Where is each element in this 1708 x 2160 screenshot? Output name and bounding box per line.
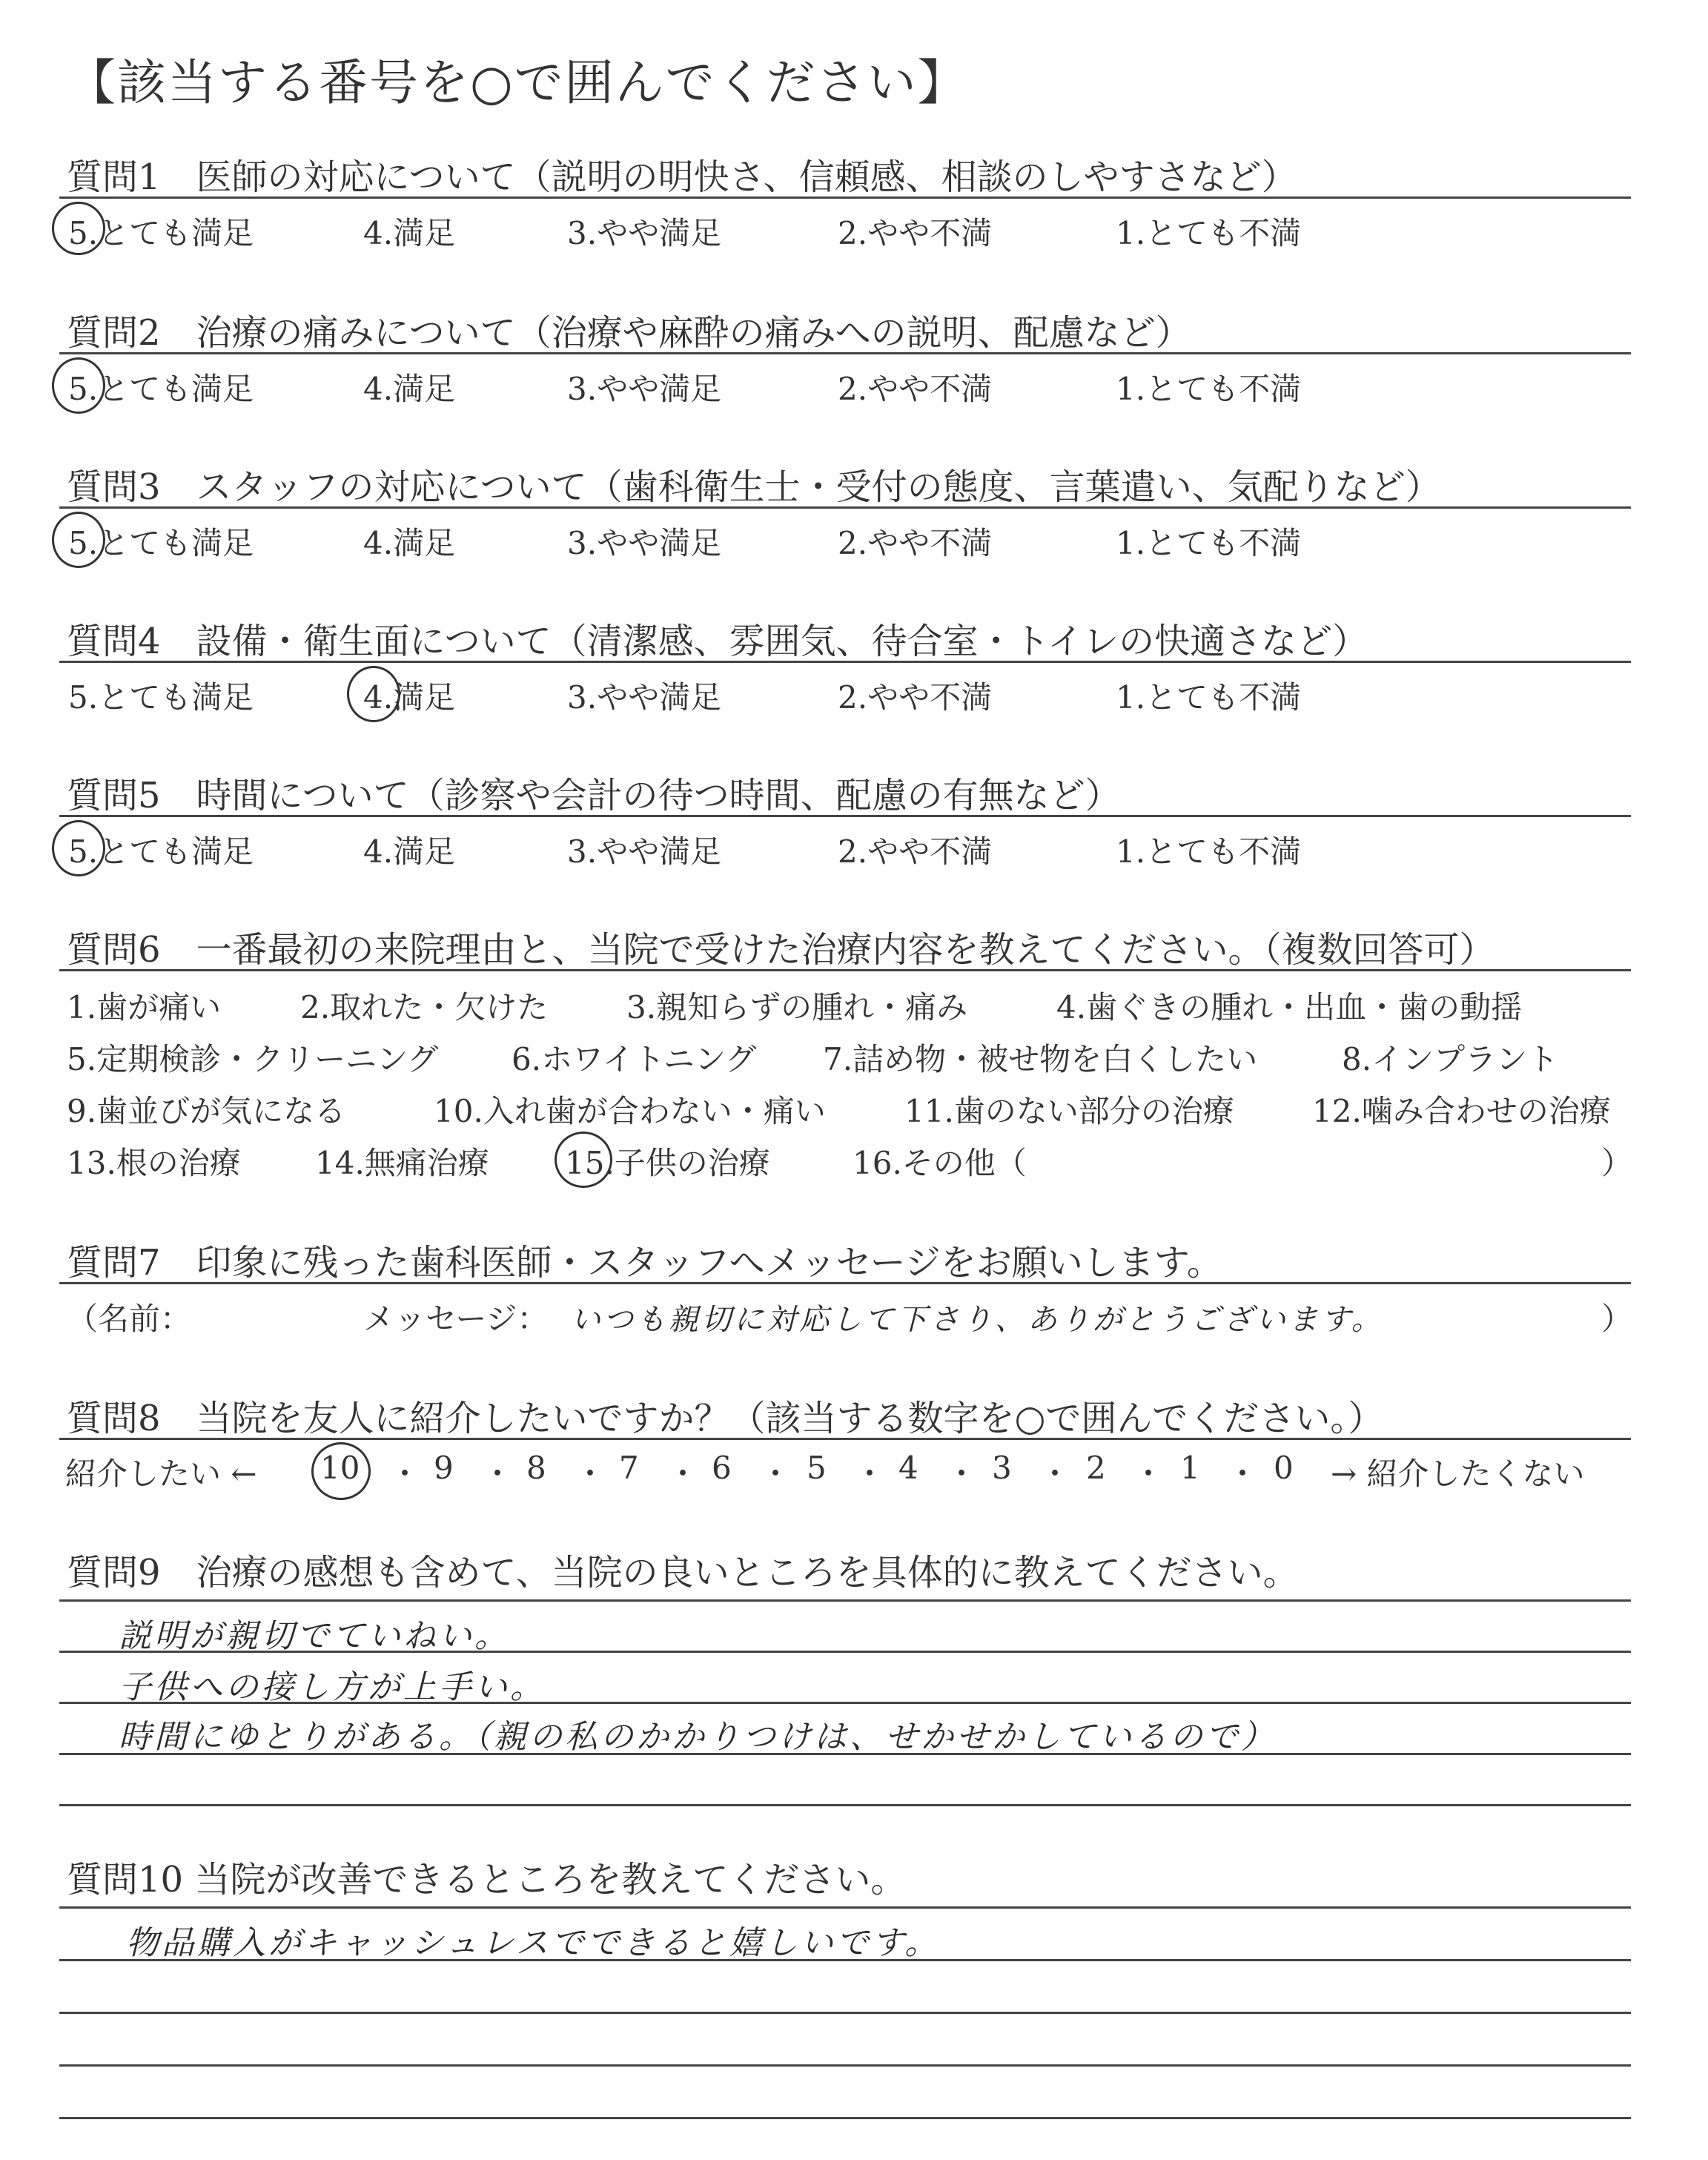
q8-scale-7[interactable]: 7 [619, 1450, 639, 1486]
q9-answer-3: 時間にゆとりがある。（親の私のかかりつけは、せかせかしているので） [119, 1718, 1277, 1756]
q3-option-2[interactable]: 2.やや不満 [838, 525, 993, 561]
q6-option-1[interactable]: 1.歯が痛い [67, 989, 222, 1025]
q6-option-6[interactable]: 6.ホワイトニング [512, 1041, 757, 1077]
q9-answer-1: 説明が親切でていねい。 [119, 1617, 510, 1655]
q3-option-1[interactable]: 1.とても不満 [1116, 525, 1302, 561]
q5-selection-circle [52, 820, 105, 876]
q10-answer-line [59, 2012, 1631, 2014]
q6-option-2[interactable]: 2.取れた・欠けた [300, 989, 549, 1025]
question-2-underline [59, 352, 1631, 354]
q8-scale-9[interactable]: 9 [434, 1450, 454, 1486]
q8-right-label: → 紹介したくない [1331, 1456, 1585, 1492]
q8-scale-dot: ・ [946, 1456, 978, 1492]
q4-option-1[interactable]: 1.とても不満 [1116, 679, 1302, 716]
q8-left-label: 紹介したい ← [65, 1456, 257, 1492]
q6-option-5[interactable]: 5.定期検診・クリーニング [67, 1041, 439, 1077]
q7-message-label: メッセージ： [363, 1301, 549, 1337]
q6-option-14[interactable]: 14.無痛治療 [315, 1145, 489, 1181]
q2-option-5[interactable]: 5.とても満足 [68, 371, 254, 407]
q5-option-5[interactable]: 5.とても満足 [68, 833, 254, 870]
question-1-title: 質問1 医師の対応について（説明の明快さ、信頼感、相談のしやすさなど） [67, 156, 1297, 198]
question-6-title: 質問6 一番最初の来院理由と、当院で受けた治療内容を教えてください。（複数回答可） [67, 929, 1495, 971]
q8-scale-6[interactable]: 6 [712, 1450, 732, 1486]
q6-option-15[interactable]: 15.子供の治療 [565, 1145, 770, 1181]
q10-answer-line [59, 1906, 1631, 1909]
q8-scale-2[interactable]: 2 [1086, 1450, 1106, 1486]
q7-name-label: （名前： [67, 1301, 192, 1337]
q8-scale-dot: ・ [854, 1456, 886, 1492]
q6-option-13[interactable]: 13.根の治療 [67, 1145, 241, 1181]
question-5-underline [59, 815, 1631, 817]
q6-option-16[interactable]: 16.その他（ [853, 1145, 1027, 1181]
q6-selection-circle [555, 1132, 612, 1188]
q3-option-5[interactable]: 5.とても満足 [68, 525, 254, 561]
q6-option-16-close: ） [1601, 1145, 1633, 1181]
q8-scale-dot: ・ [667, 1456, 699, 1492]
q8-scale-3[interactable]: 3 [992, 1450, 1012, 1486]
q8-scale-0[interactable]: 0 [1274, 1450, 1294, 1486]
q3-selection-circle [52, 512, 105, 568]
q5-option-2[interactable]: 2.やや不満 [838, 833, 993, 870]
q7-message-text: いつも親切に対応して下さり、ありがとうございます。 [571, 1303, 1384, 1337]
question-7-title: 質問7 印象に残った歯科医師・スタッフへメッセージをお願いします。 [67, 1242, 1222, 1284]
q5-option-3[interactable]: 3.やや満足 [567, 833, 722, 870]
q4-option-5[interactable]: 5.とても満足 [68, 679, 254, 716]
q6-option-9[interactable]: 9.歯並びが気になる [67, 1093, 346, 1129]
q9-answer-2: 子供への接し方が上手い。 [119, 1668, 546, 1706]
question-4-title: 質問4 設備・衛生面について（清潔感、雰囲気、待合室・トイレの快適さなど） [67, 621, 1368, 662]
q6-option-8[interactable]: 8.インプラント [1342, 1041, 1559, 1077]
q2-option-3[interactable]: 3.やや満足 [567, 371, 722, 407]
q3-option-4[interactable]: 4.満足 [363, 525, 456, 561]
q4-option-3[interactable]: 3.やや満足 [567, 679, 722, 716]
question-8-underline [59, 1438, 1631, 1440]
question-3-title: 質問3 スタッフの対応について（歯科衛生士・受付の態度、言葉遣い、気配りなど） [67, 466, 1441, 508]
q2-option-2[interactable]: 2.やや不満 [838, 371, 993, 407]
q8-scale-dot: ・ [760, 1456, 792, 1492]
q6-option-10[interactable]: 10.入れ歯が合わない・痛い [434, 1093, 826, 1129]
q6-option-12[interactable]: 12.噛み合わせの治療 [1312, 1093, 1611, 1129]
q4-selection-circle [347, 666, 400, 722]
question-5-title: 質問5 時間について（診察や会計の待つ時間、配慮の有無など） [67, 775, 1121, 816]
question-10-title: 質問10 当院が改善できるところを教えてください。 [67, 1859, 907, 1900]
q6-option-7[interactable]: 7.詰め物・被せ物を白くしたい [823, 1041, 1258, 1077]
q4-option-2[interactable]: 2.やや不満 [838, 679, 993, 716]
q1-selection-circle [52, 202, 105, 255]
q8-scale-8[interactable]: 8 [526, 1450, 546, 1486]
q5-option-1[interactable]: 1.とても不満 [1116, 833, 1302, 870]
page-header: 【該当する番号を○で囲んでください】 [67, 54, 968, 111]
q8-scale-dot: ・ [1227, 1456, 1259, 1492]
q10-answer-1: 物品購入がキャッシュレスでできると嬉しいです。 [126, 1924, 941, 1962]
q1-option-1[interactable]: 1.とても不満 [1116, 215, 1302, 251]
q2-option-1[interactable]: 1.とても不満 [1116, 371, 1302, 407]
q6-option-3[interactable]: 3.親知らずの腫れ・痛み [626, 989, 968, 1025]
q6-option-4[interactable]: 4.歯ぐきの腫れ・出血・歯の動揺 [1056, 989, 1523, 1025]
q8-scale-dot: ・ [1133, 1456, 1165, 1492]
q10-answer-line [59, 2117, 1631, 2119]
q2-option-4[interactable]: 4.満足 [363, 371, 456, 407]
q8-scale-dot: ・ [482, 1456, 514, 1492]
q10-answer-line [59, 2064, 1631, 2067]
q1-option-4[interactable]: 4.満足 [363, 215, 456, 251]
q1-option-2[interactable]: 2.やや不満 [838, 215, 993, 251]
q8-scale-dot: ・ [389, 1456, 421, 1492]
q1-option-5[interactable]: 5.とても満足 [68, 215, 254, 251]
question-8-title: 質問8 当院を友人に紹介したいですか？（該当する数字を○で囲んでください。） [67, 1398, 1384, 1439]
q6-option-11[interactable]: 11.歯のない部分の治療 [904, 1093, 1234, 1129]
q8-scale-dot: ・ [575, 1456, 606, 1492]
q8-scale-10[interactable]: 10 [320, 1450, 360, 1486]
q8-scale-1[interactable]: 1 [1180, 1450, 1200, 1486]
q4-option-4[interactable]: 4.満足 [363, 679, 456, 716]
q7-close-paren: ） [1601, 1301, 1633, 1337]
q3-option-3[interactable]: 3.やや満足 [567, 525, 722, 561]
q8-scale-dot: ・ [1039, 1456, 1071, 1492]
q8-scale-4[interactable]: 4 [898, 1450, 918, 1486]
q8-scale-5[interactable]: 5 [807, 1450, 827, 1486]
q9-answer-line [59, 1804, 1631, 1806]
q5-option-4[interactable]: 4.満足 [363, 833, 456, 870]
q2-selection-circle [52, 357, 105, 414]
q1-option-3[interactable]: 3.やや満足 [567, 215, 722, 251]
question-6-underline [59, 969, 1631, 971]
question-2-title: 質問2 治療の痛みについて（治療や麻酔の痛みへの説明、配慮など） [67, 312, 1191, 354]
question-3-underline [59, 506, 1631, 509]
question-4-underline [59, 661, 1631, 663]
question-1-underline [59, 196, 1631, 199]
q8-selection-circle [311, 1442, 371, 1500]
q9-answer-line [59, 1599, 1631, 1602]
question-7-underline [59, 1282, 1631, 1284]
question-9-title: 質問9 治療の感想も含めて、当院の良いところを具体的に教えてください。 [67, 1552, 1299, 1593]
